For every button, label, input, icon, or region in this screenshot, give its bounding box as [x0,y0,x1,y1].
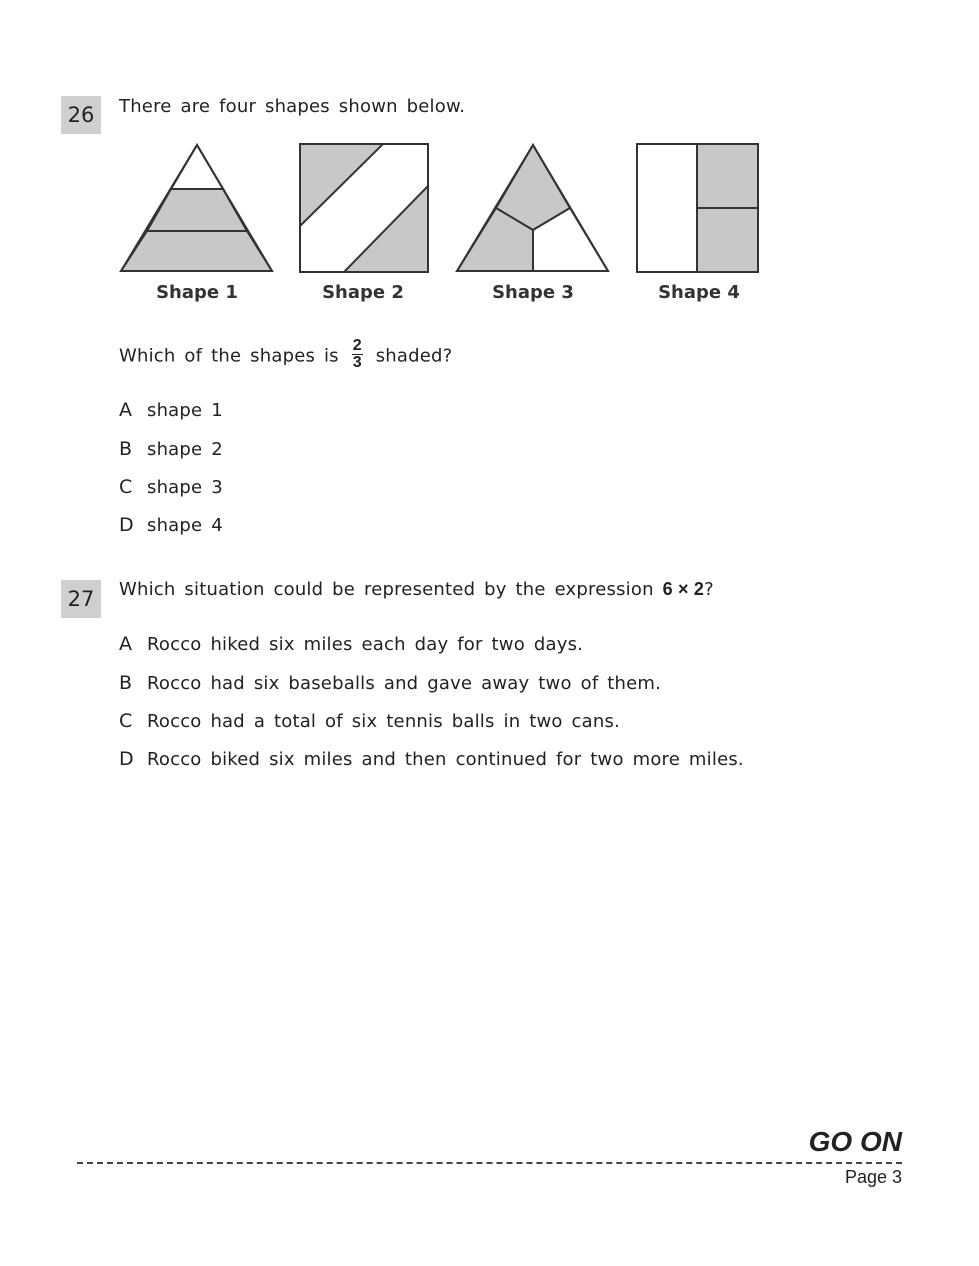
fraction-two-thirds [352,338,363,371]
choice-text: shape 1 [147,400,223,421]
choice-text: Rocco had a total of six tennis balls in two cans. [147,711,620,732]
shape-2-figure [298,142,432,276]
choice-letter: A [119,399,133,421]
choice-text: shape 2 [147,439,223,460]
shape-1-label: Shape 1 [156,282,238,303]
shape-1-figure [117,142,277,276]
choice-letter: D [119,514,134,536]
q27-choice-a[interactable] [119,633,583,655]
shape-3-figure [453,142,613,276]
shape-4-label: Shape 4 [658,282,740,303]
question-26-ask-after: shaded? [375,345,453,367]
choice-letter: B [119,438,133,460]
question-26-prompt: There are four shapes shown below. [119,96,466,117]
fraction-numerator: 2 [352,337,362,354]
question-26-ask-before: Which of the shapes is [119,345,339,367]
choice-letter: D [119,748,134,770]
question-26-ask [119,337,453,373]
question-27-prompt: Which situation could be represented by the expression [119,579,654,600]
choice-text: Rocco had six baseballs and gave away two of them. [147,673,662,694]
shape-3-label: Shape 3 [492,282,574,303]
choice-text: Rocco biked six miles and then continued for two more miles. [147,749,744,770]
q27-choice-c[interactable] [119,710,620,732]
question-number-27: 27 [61,580,101,618]
q26-choice-b[interactable] [119,438,223,460]
question-27-prompt-end: ? [704,579,714,600]
shape-4-shaded-top-right [697,144,758,208]
shape-1-shaded-bottom-band [121,231,272,271]
question-27-prompt-line [119,579,714,600]
choice-text: shape 4 [147,515,223,536]
shape-4-shaded-bottom-right [697,208,758,272]
choice-letter: B [119,672,133,694]
choice-text: shape 3 [147,477,223,498]
shape-2-label: Shape 2 [322,282,404,303]
shape-1-top-band [171,145,223,189]
q27-choice-d[interactable] [119,748,744,770]
expression: 6 × 2 [662,579,705,599]
fraction-denominator: 3 [352,354,362,371]
choice-letter: C [119,476,133,498]
choice-letter: C [119,710,133,732]
q27-choice-b[interactable] [119,672,661,694]
footer-dashed-rule [77,1162,902,1164]
shape-4-figure [635,142,762,276]
q26-choice-a[interactable] [119,399,223,421]
go-on-label: GO ON [808,1126,902,1157]
q26-choice-c[interactable] [119,476,223,498]
page-number: Page 3 [844,1167,902,1187]
q26-choice-d[interactable] [119,514,223,536]
question-number-26: 26 [61,96,101,134]
choice-letter: A [119,633,133,655]
shape-1-shaded-middle-band [147,189,247,231]
choice-text: Rocco hiked six miles each day for two days. [147,634,584,655]
